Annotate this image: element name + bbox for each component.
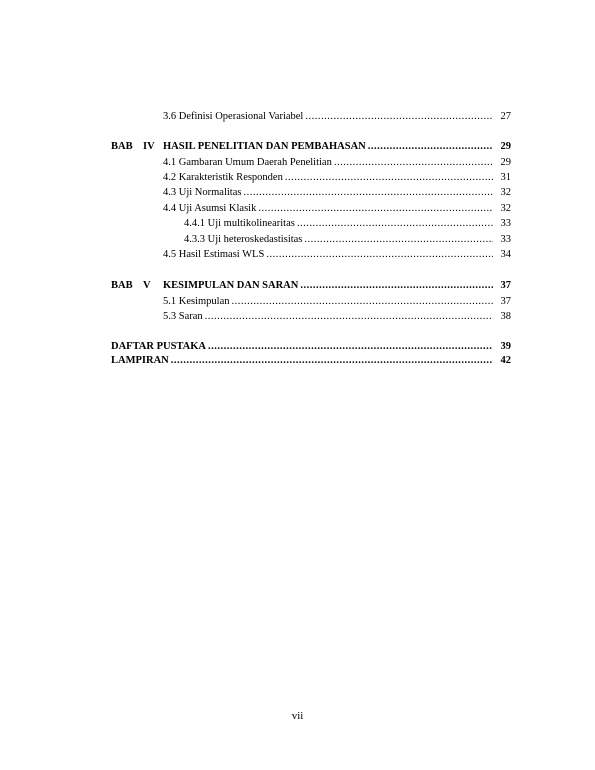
toc-entry-page: 31: [500, 172, 511, 183]
toc-entry-page: 39: [500, 341, 511, 352]
toc-entry-4-4-1: [184, 217, 511, 231]
toc-entry-label: DAFTAR PUSTAKA: [111, 341, 206, 352]
chapter-title: KESIMPULAN DAN SARAN: [163, 280, 299, 291]
leader-dots: [305, 110, 493, 124]
toc-entry-page: 32: [500, 203, 511, 214]
toc-entry-3-6: [163, 110, 511, 124]
toc-chapter-5: [163, 279, 511, 293]
toc-daftar-pustaka: [111, 340, 511, 354]
toc-entry-4-5: [163, 248, 511, 262]
toc-entry-5-3: [163, 310, 511, 324]
toc-entry-4-1: [163, 156, 511, 170]
leader-dots: [300, 279, 493, 293]
toc-entry-4-2: [163, 171, 511, 185]
toc-entry-page: 34: [500, 249, 511, 260]
chapter-bab-label: BAB: [111, 280, 133, 291]
toc-entry-5-1: [163, 295, 511, 309]
toc-entry-page: 37: [500, 280, 511, 291]
leader-dots: [171, 354, 493, 368]
toc-entry-4-3-3: [184, 233, 511, 247]
leader-dots: [334, 156, 493, 170]
chapter-title: HASIL PENELITIAN DAN PEMBAHASAN: [163, 141, 366, 152]
page-number: vii: [291, 710, 304, 722]
toc-entry-label: 4.3 Uji Normalitas: [163, 187, 242, 198]
toc-entry-page: 33: [500, 234, 511, 245]
leader-dots: [232, 295, 494, 309]
leader-dots: [304, 233, 493, 247]
toc-entry-page: 27: [500, 111, 511, 122]
chapter-number: IV: [143, 141, 155, 152]
leader-dots: [205, 310, 493, 324]
toc-lampiran: [111, 354, 511, 368]
toc-entry-label: 4.5 Hasil Estimasi WLS: [163, 249, 265, 260]
toc-entry-label: 5.1 Kesimpulan: [163, 296, 230, 307]
toc-entry-label: 5.3 Saran: [163, 311, 203, 322]
toc-entry-page: 33: [500, 218, 511, 229]
toc-entry-page: 29: [500, 141, 511, 152]
chapter-bab-label: BAB: [111, 141, 133, 152]
toc-entry-4-3: [163, 186, 511, 200]
toc-entry-label: 4.2 Karakteristik Responden: [163, 172, 283, 183]
toc-entry-page: 29: [500, 157, 511, 168]
leader-dots: [258, 202, 493, 216]
leader-dots: [368, 140, 493, 154]
toc-entry-label: 4.4.1 Uji multikolinearitas: [184, 218, 295, 229]
leader-dots: [285, 171, 493, 185]
leader-dots: [208, 340, 493, 354]
toc-entry-label: 4.3.3 Uji heteroskedastisitas: [184, 234, 303, 245]
toc-entry-label: 4.1 Gambaran Umum Daerah Penelitian: [163, 157, 332, 168]
leader-dots: [266, 248, 493, 262]
toc-entry-label: 4.4 Uji Asumsi Klasik: [163, 203, 257, 214]
toc-entry-page: 42: [500, 355, 511, 366]
toc-entry-4-4: [163, 202, 511, 216]
toc-chapter-4: [163, 140, 511, 154]
leader-dots: [297, 217, 493, 231]
leader-dots: [243, 186, 493, 200]
toc-entry-label: 3.6 Definisi Operasional Variabel: [163, 111, 304, 122]
toc-entry-page: 32: [500, 187, 511, 198]
chapter-number: V: [143, 280, 151, 291]
toc-entry-page: 37: [500, 296, 511, 307]
toc-entry-page: 38: [500, 311, 511, 322]
toc-entry-label: LAMPIRAN: [111, 355, 169, 366]
